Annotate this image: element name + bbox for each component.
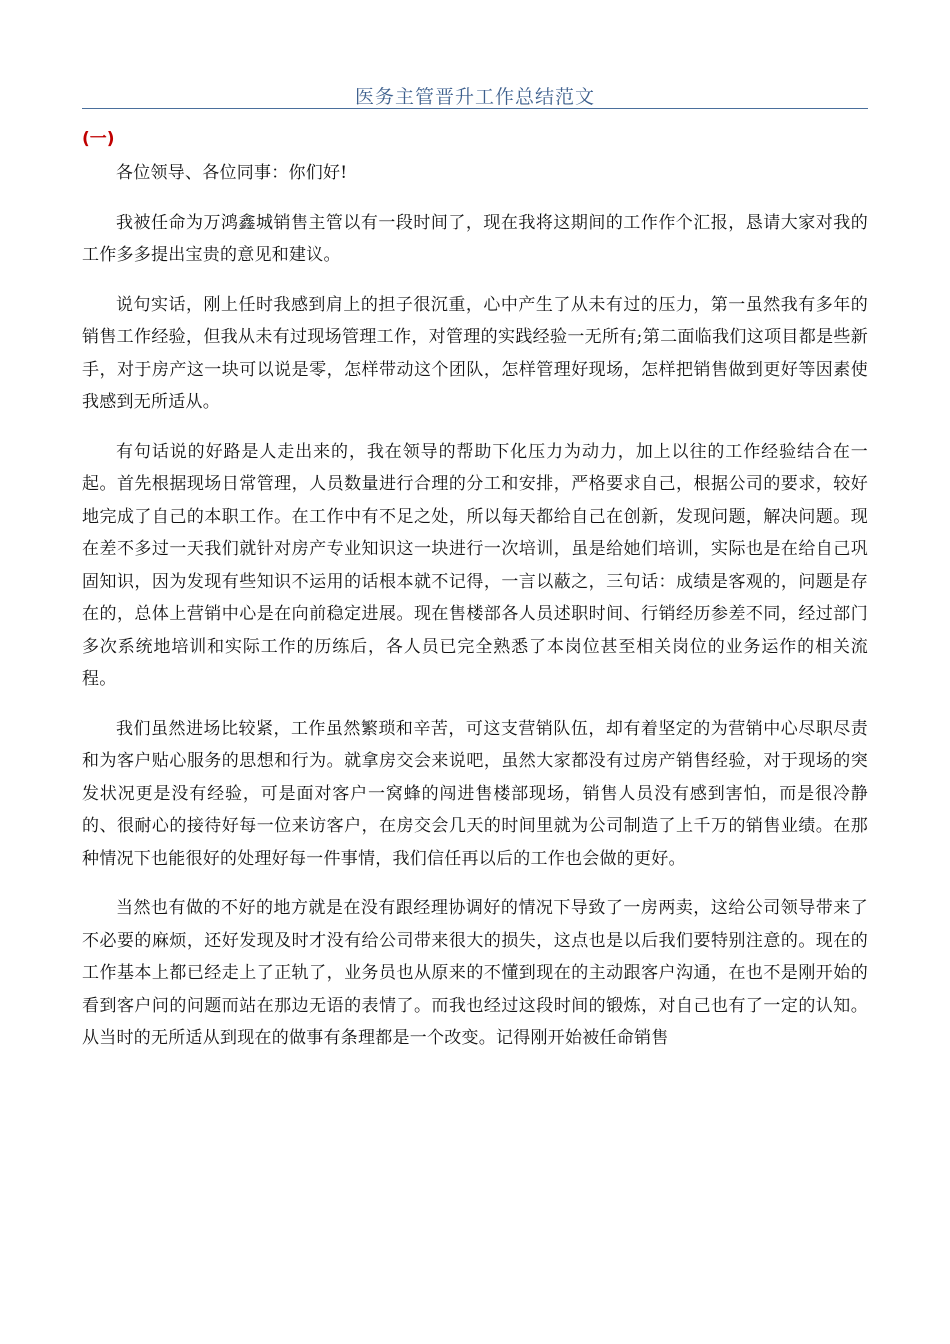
- paragraph-greeting: 各位领导、各位同事：你们好!: [116, 163, 348, 183]
- document-title: 医务主管晋升工作总结范文: [354, 86, 595, 108]
- paragraph-initial-pressure: 说句实话，刚上任时我感到肩上的担子很沉重，心中产生了从未有过的压力，第一虽然我有多年的销售工作经验，但我从未有过现场管理工作，对管理的实践经验一无所有;第二面临我们这项目都是些新手，对于房产这一块可以说是零，怎样带动这个团队，怎样管理好现场，怎样把销售做到更好等因素使我感到无所适从。: [82, 294, 868, 412]
- section-number-label: (一): [82, 129, 115, 149]
- paragraph-team-performance: 我们虽然进场比较紧，工作虽然繁琐和辛苦，可这支营销队伍，却有着坚定的为营销中心尽职尽责和为客户贴心服务的思想和行为。就拿房交会来说吧，虽然大家都没有过房产销售经验，对于现场的突发状况更是没有经验，可是面对客户一窝蜂的闯进售楼部现场，销售人员没有感到害怕，而是很冷静的、很耐心的接待好每一位来访客户，在房交会几天的时间里就为公司制造了上千万的销售业绩。在那种情况下也能很好的处理好每一件事情，我们信任再以后的工作也会做的更好。: [82, 718, 868, 869]
- document-header: [82, 78, 868, 109]
- paragraph-introduction: 我被任命为万鸿鑫城销售主管以有一段时间了，现在我将这期间的工作作个汇报，恳请大家对我的工作多多提出宝贵的意见和建议。: [82, 212, 868, 265]
- paragraph-work-approach: 有句话说的好路是人走出来的，我在领导的帮助下化压力为动力，加上以往的工作经验结合在一起。首先根据现场日常管理，人员数量进行合理的分工和安排，严格要求自己，根据公司的要求，较好地完成了自己的本职工作。在工作中有不足之处，所以每天都给自己在创新，发现问题，解决问题。现在差不多过一天我们就针对房产专业知识这一块进行一次培训，虽是给她们培训，实际也是在给自己巩固知识，因为发现有些知识不运用的话根本就不记得，一言以蔽之，三句话：成绩是客观的，问题是存在的，总体上营销中心是在向前稳定进展。现在售楼部各人员述职时间、行销经历参差不同，经过部门多次系统地培训和实际工作的历练后，各人员已完全熟悉了本岗位甚至相关岗位的业务运作的相关流程。: [82, 441, 868, 689]
- document-body: [82, 157, 868, 1072]
- paragraph-shortcomings: 当然也有做的不好的地方就是在没有跟经理协调好的情况下导致了一房两卖，这给公司领导带来了不必要的麻烦，还好发现及时才没有给公司带来很大的损失，这点也是以后我们要特别注意的。现在的工作基本上都已经走上了正轨了，业务员也从原来的不懂到现在的主动跟客户沟通，在也不是刚开始的看到客户问的问题而站在那边无语的表情了。而我也经过这段时间的锻炼，对自己也有了一定的认知。从当时的无所适从到现在的做事有条理都是一个改变。记得刚开始被任命销售: [82, 898, 868, 1048]
